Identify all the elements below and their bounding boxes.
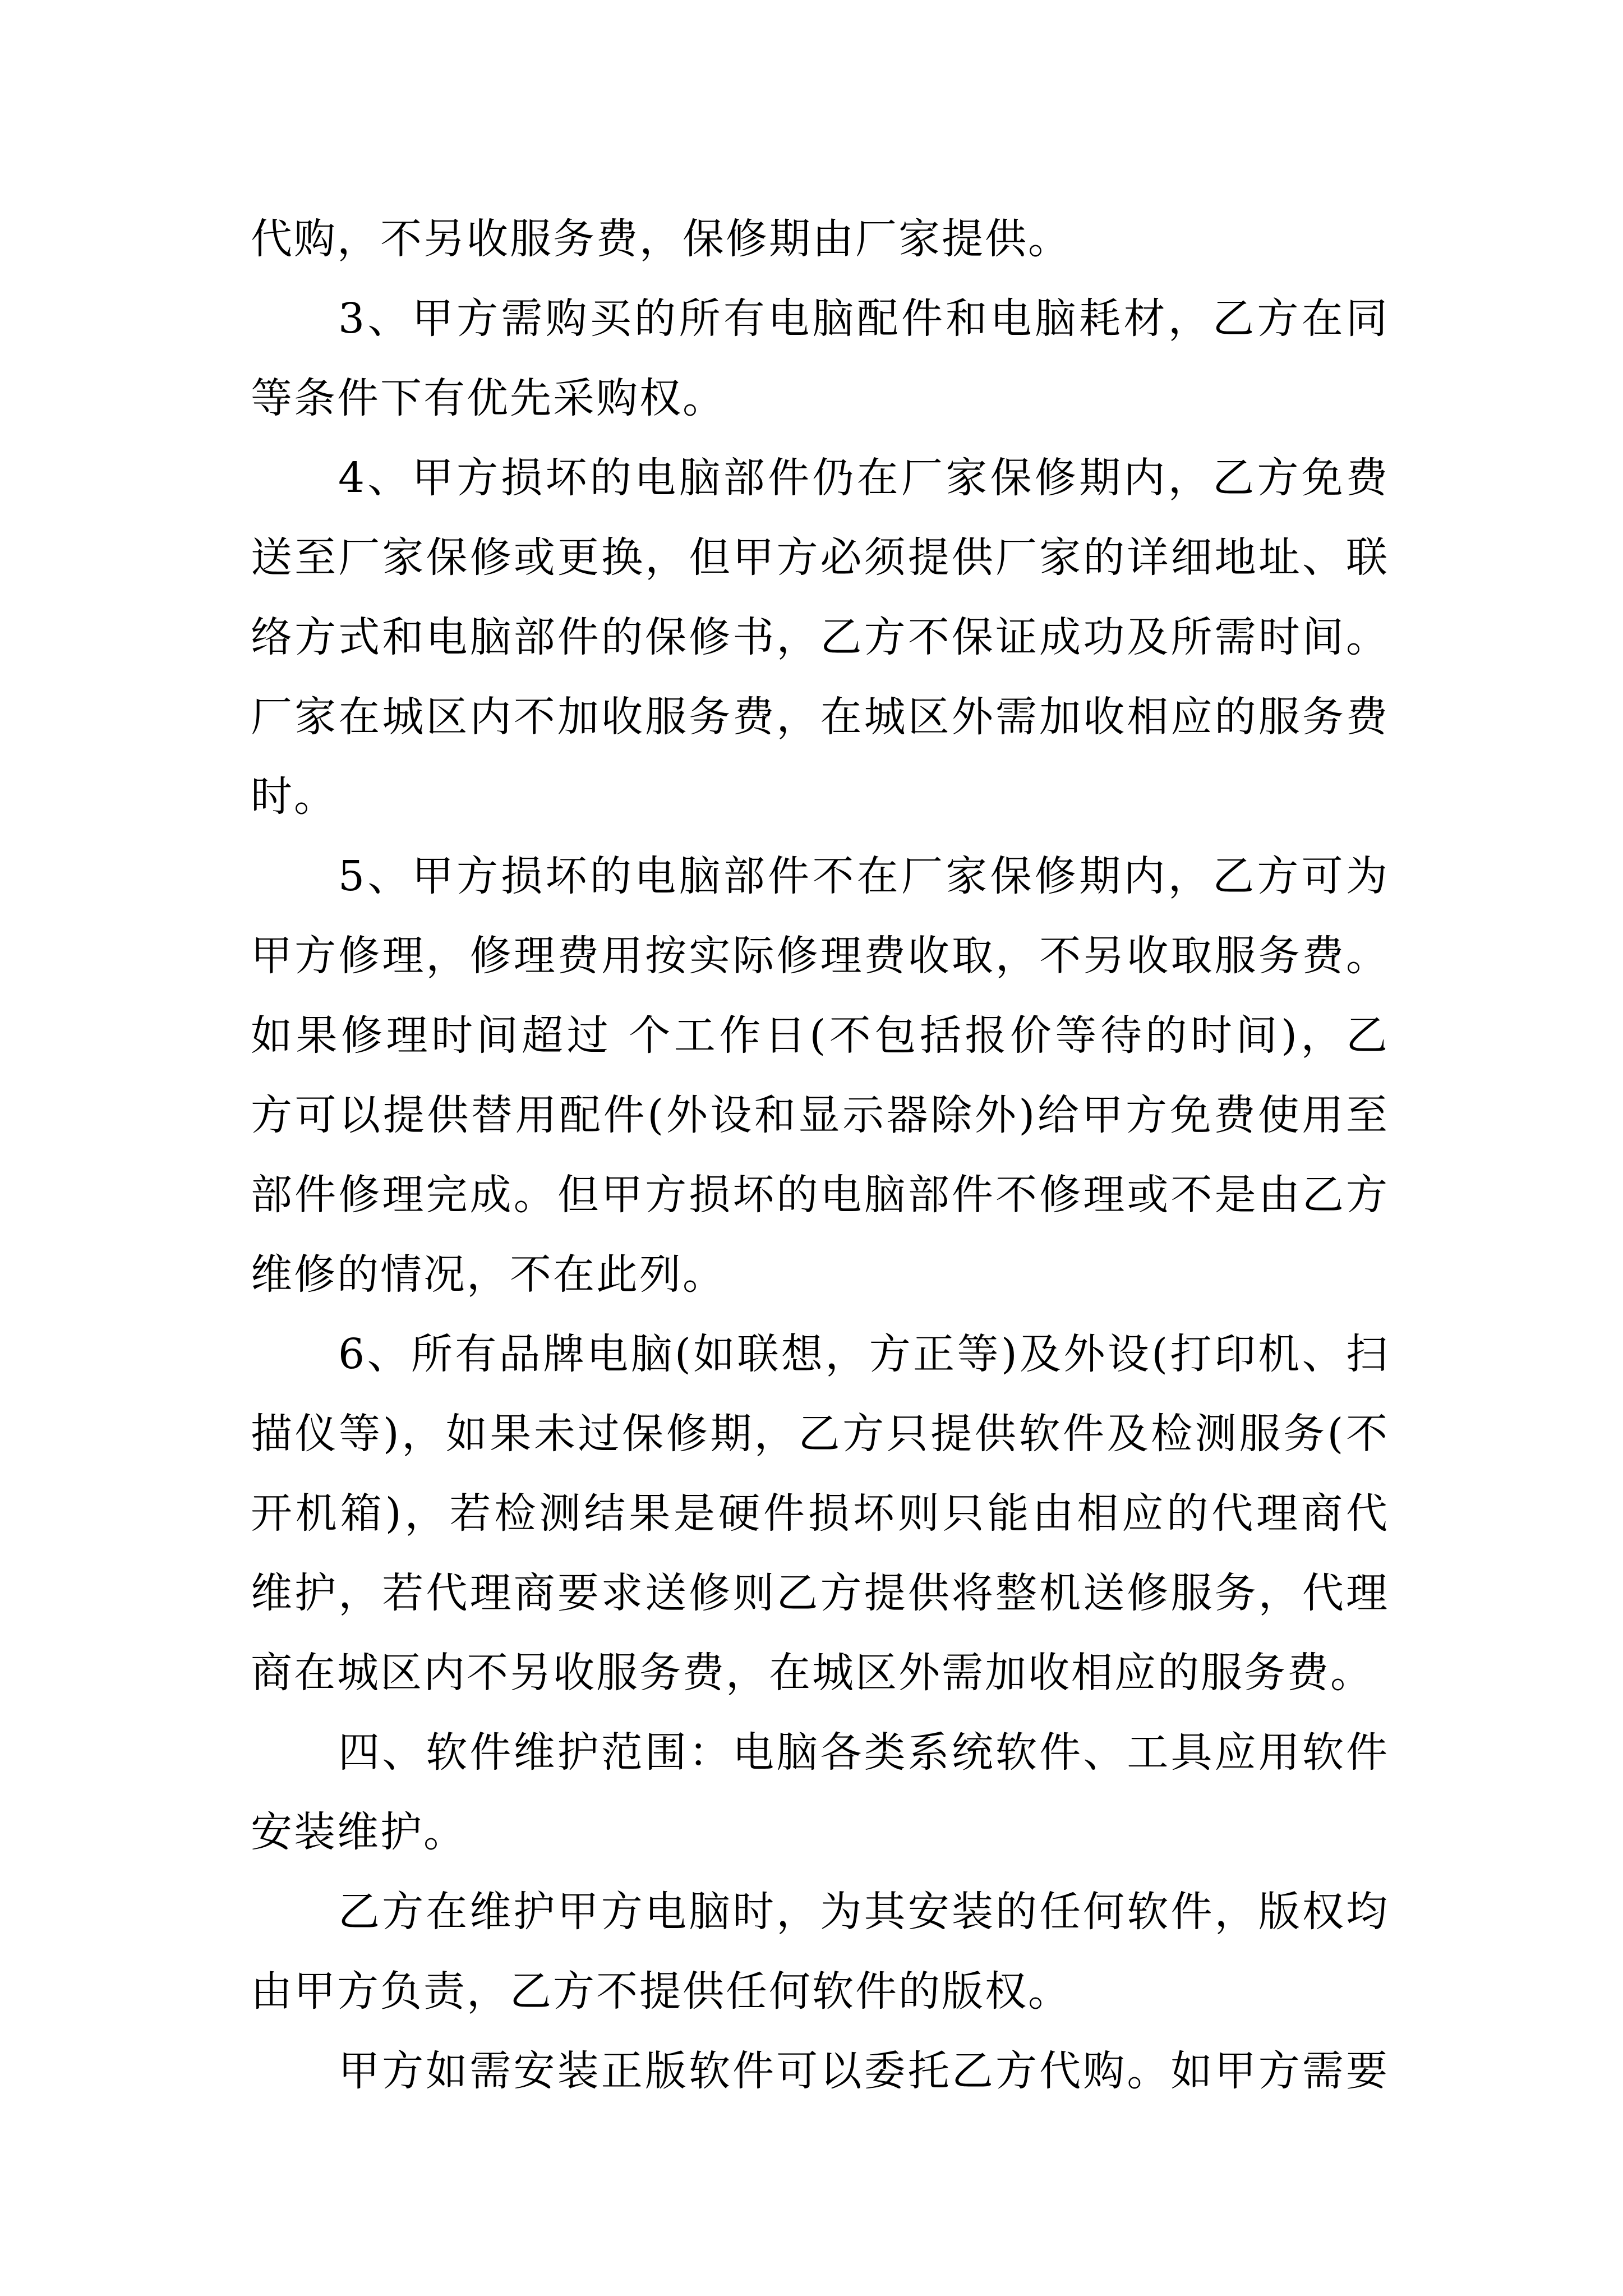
paragraph-continued: [251, 199, 1389, 279]
paragraph-licensed-software: [251, 2031, 1389, 2111]
text-line: 商在城区内不另收服务费，在城区外需加收相应的服务费。: [251, 1649, 1373, 1697]
paragraph-item-6: [251, 1314, 1389, 1713]
text-line: 方可以提供替用配件(外设和显示器除外)给甲方免费使用至: [251, 1091, 1389, 1139]
text-line: 络方式和电脑部件的保修书，乙方不保证成功及所需时间。: [251, 613, 1389, 661]
text-line: 5、甲方损坏的电脑部件不在厂家保修期内，乙方可为: [338, 852, 1389, 900]
text-line: 6、所有品牌电脑(如联想，方正等)及外设(打印机、扫: [338, 1330, 1389, 1378]
paragraph-item-4: [251, 438, 1389, 836]
text-line: 描仪等)，如果未过保修期，乙方只提供软件及检测服务(不: [251, 1410, 1389, 1458]
paragraph-copyright: [251, 1872, 1389, 2031]
text-line: 代购，不另收服务费，保修期由厂家提供。: [251, 215, 1071, 263]
paragraph-section-4: [251, 1713, 1389, 1872]
text-line: 甲方修理，修理费用按实际修理费收取，不另收取服务费。: [251, 932, 1389, 980]
paragraph-item-3: [251, 279, 1389, 438]
text-line: 如果修理时间超过 个工作日(不包括报价等待的时间)，乙: [251, 1011, 1389, 1060]
text-line: 3、甲方需购买的所有电脑配件和电脑耗材，乙方在同: [338, 295, 1389, 343]
text-line: 送至厂家保修或更换，但甲方必须提供厂家的详细地址、联: [251, 533, 1389, 582]
paragraph-item-5: [251, 836, 1389, 1314]
text-line: 四、软件维护范围：电脑各类系统软件、工具应用软件: [338, 1728, 1389, 1777]
text-line: 4、甲方损坏的电脑部件仍在厂家保修期内，乙方免费: [338, 454, 1389, 502]
text-line: 厂家在城区内不加收服务费，在城区外需加收相应的服务费: [251, 693, 1389, 741]
text-line: 安装维护。: [251, 1808, 467, 1856]
text-line: 维修的情况，不在此列。: [251, 1250, 726, 1299]
text-line: 甲方如需安装正版软件可以委托乙方代购。如甲方需要: [338, 2047, 1389, 2095]
text-line: 维护，若代理商要求送修则乙方提供将整机送修服务，代理: [251, 1569, 1389, 1617]
text-line: 部件修理完成。但甲方损坏的电脑部件不修理或不是由乙方: [251, 1171, 1389, 1219]
text-line: 时。: [251, 772, 337, 821]
text-line: 乙方在维护甲方电脑时，为其安装的任何软件，版权均: [338, 1888, 1389, 1936]
body-text: [251, 199, 1389, 2111]
text-line: 由甲方负责，乙方不提供任何软件的版权。: [251, 1967, 1071, 2016]
text-line: 等条件下有优先采购权。: [251, 374, 726, 422]
text-line: 开机箱)，若检测结果是硬件损坏则只能由相应的代理商代: [251, 1489, 1389, 1538]
